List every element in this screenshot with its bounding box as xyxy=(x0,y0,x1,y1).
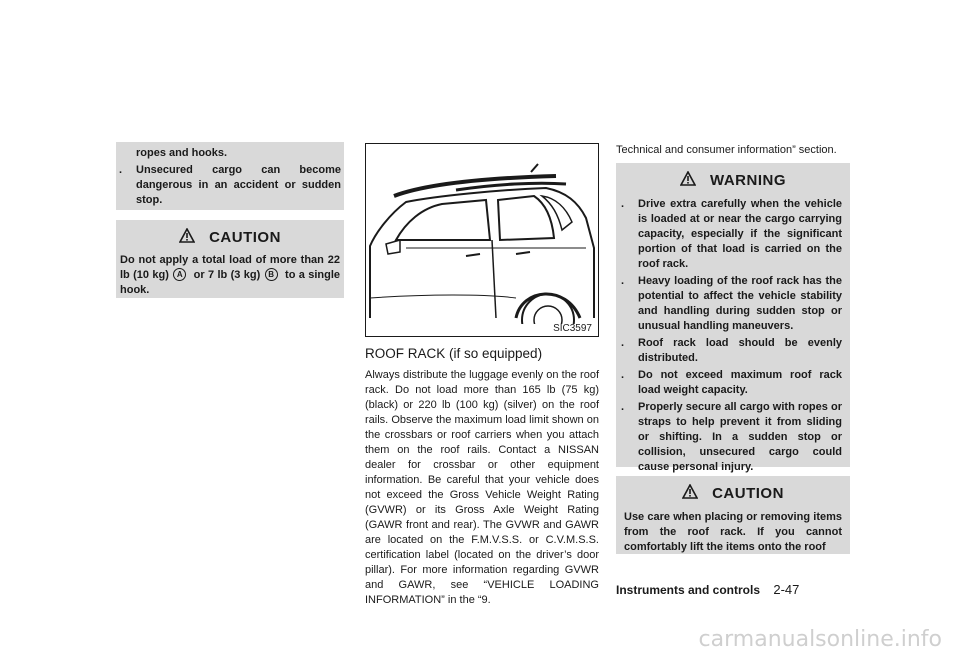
bullet-marker: . xyxy=(621,337,625,349)
suv-roof-rack-illustration-icon xyxy=(366,148,598,324)
list-item: . Do not exceed maximum roof rack load weight capacity. xyxy=(621,369,842,396)
list-item: . Heavy loading of the roof rack has the potential to affect the vehicle stability and handling during sudden stop or unusual handling maneuvers. xyxy=(621,275,842,332)
bullet-marker: . xyxy=(621,198,625,210)
caution-heading: CAUTION xyxy=(116,221,344,253)
marker-a: A xyxy=(173,268,186,281)
bullet-marker: . xyxy=(621,275,625,287)
bullet-marker: . xyxy=(621,369,625,381)
warning-heading: WARNING xyxy=(616,163,850,197)
warning-triangle-icon xyxy=(682,484,698,503)
watermark: carmanualsonline.info xyxy=(698,627,942,652)
warning-triangle-icon xyxy=(680,171,696,190)
warning-box-right xyxy=(616,163,850,473)
page-number: 2-47 xyxy=(773,582,800,597)
roof-rack-figure xyxy=(365,143,599,337)
list-item: . Unsecured cargo can become dangerous in an accident or sudden stop. xyxy=(119,164,341,206)
roof-rack-body-text: Always distribute the luggage evenly on the roof rack. Do not load more than 165 lb (75 kg) (black) or 220 lb (100 kg) (silver) on the roof rails. Observe the maximum load limit shown on the crossbars or roof carriers when you attach them on the roof rails. Contact a NISSAN dealer for crossbar or other equipment information. Be careful that your vehicle does not exceed the Gross Vehicle Weight Rating (GVWR) or its Gross Axle Weight Rating (GAWR front and rear). The GVWR and GAWR are located on the F.M.V.S.S. or C.V.M.S.S. certification label (located on the driver’s door pillar). For more information regarding GVWR and GAWR, see “VEHICLE LOADING INFORMATION” in the “9. xyxy=(365,369,599,606)
caution-box-right xyxy=(616,476,850,554)
list-item: ropes and hooks. xyxy=(136,147,228,159)
marker-b: B xyxy=(265,268,278,281)
caution-text-right: Use care when placing or removing items from the roof rack. If you cannot comfortably lift the items onto the roof xyxy=(624,511,842,553)
bullet-marker: . xyxy=(119,164,123,176)
warning-triangle-icon xyxy=(179,228,195,247)
list-item: . Properly secure all cargo with ropes or straps to help prevent it from sliding or shifting. In a sudden stop or collision, unsecured cargo could cause personal injury. xyxy=(621,401,842,473)
left-warning-box-continued xyxy=(116,142,344,210)
caution-text-left: Do not apply a total load of more than 22 lb (10 kg) A or 7 lb (3 kg) B to a single hook. xyxy=(120,254,341,296)
page-footer xyxy=(616,582,799,597)
right-intro-text: Technical and consumer information” section. xyxy=(616,144,837,156)
caution-heading: CAUTION xyxy=(616,476,850,510)
list-item: . Roof rack load should be evenly distributed. xyxy=(621,337,842,364)
caution-box-left xyxy=(116,220,344,298)
section-title: ROOF RACK (if so equipped) xyxy=(365,346,543,361)
figure-caption-code: SIC3597 xyxy=(553,323,592,334)
warning-list xyxy=(616,197,850,475)
footer-section-title: Instruments and controls xyxy=(616,583,761,597)
list-item: . Drive extra carefully when the vehicle is loaded at or near the cargo carrying capacity, especially if the significant portion of that load is carried on the roof rack. xyxy=(621,198,842,270)
bullet-marker: . xyxy=(621,401,625,413)
